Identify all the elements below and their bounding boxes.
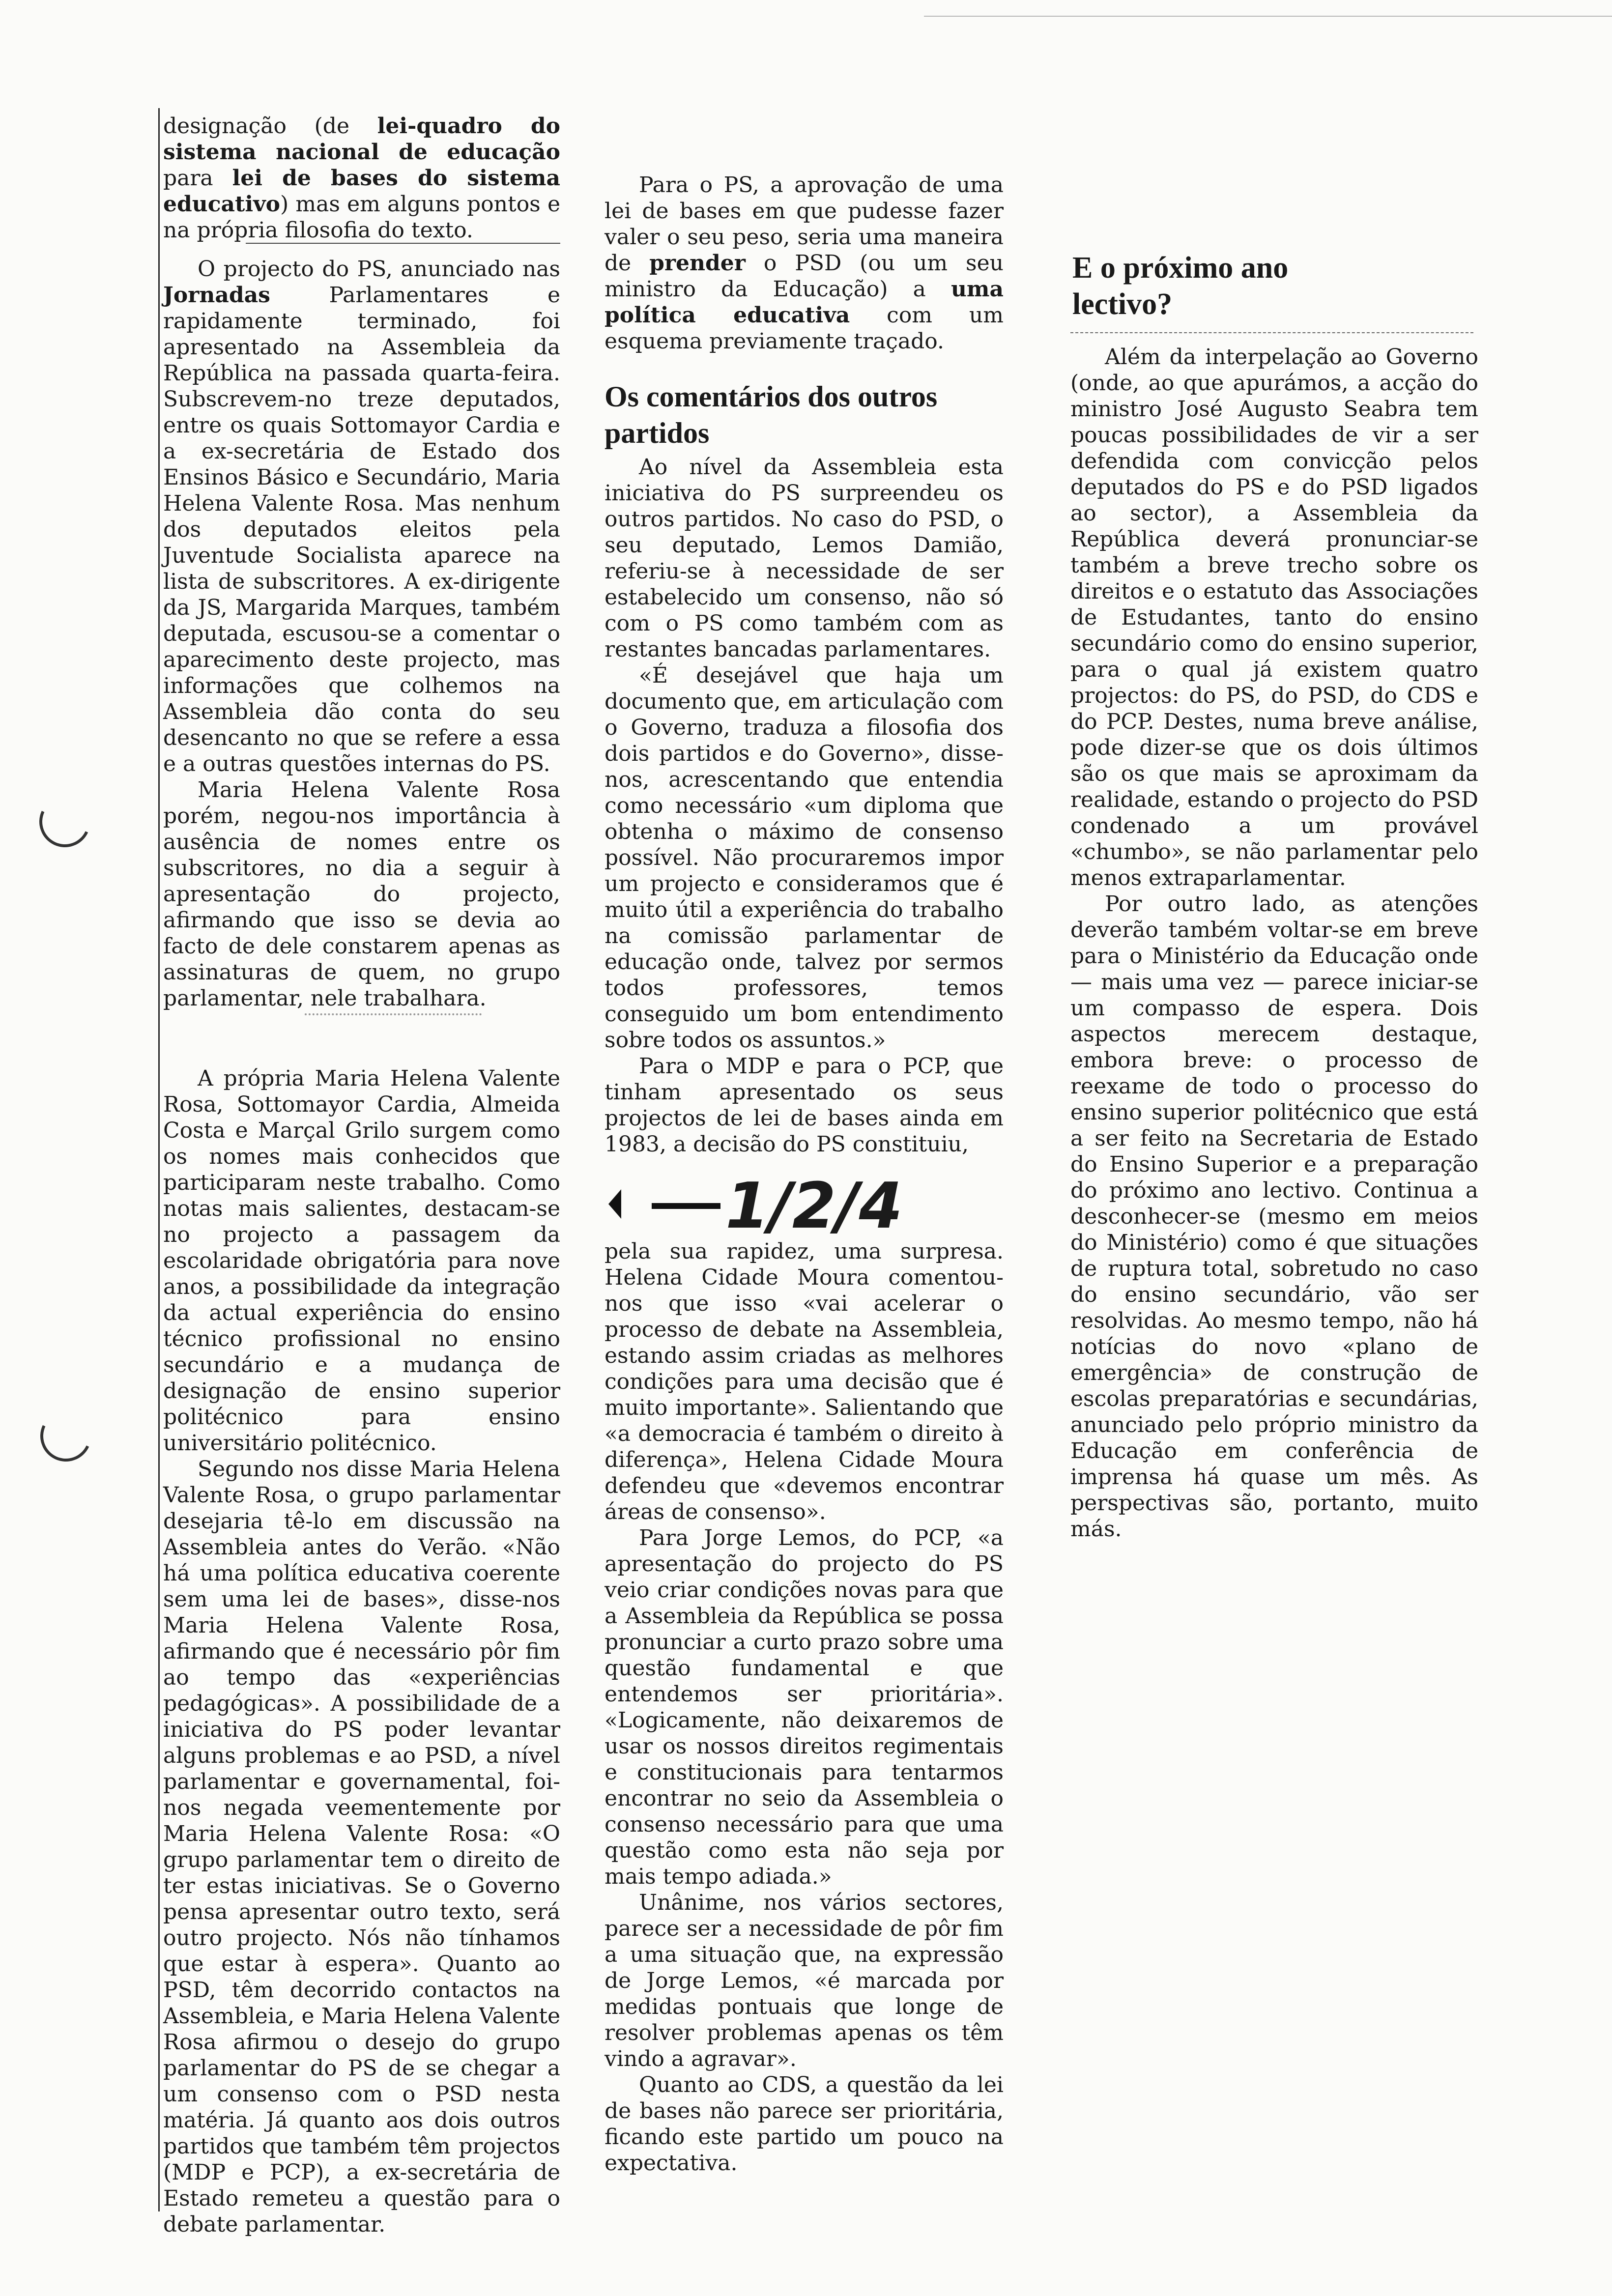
section-heading: E o próximo ano lectivo? [1072,251,1289,321]
col3-paragraph: Além da interpelação ao Governo (onde, ao que apurámos, a acção do ministro José Augusto Seabra tem poucas possibilidades de vir a ser defendida com convicção pelos deputados do PS e do PSD ligados ao sector), a Assembleia da República deverá pronunciar-se também a breve trecho sobre os direitos e o estatuto das Associações de Estudantes, tanto do ensino secundário como do ensino superior, para o qual já existem quatro projectos: do PS, do PSD, do CDS e do PCP. Destes, numa breve análise, pode dizer-se que os dois últimos são os que mais se aproximam da realidade, estando o projecto do PSD condenado a um provável «chumbo», se não parlamentar pelo menos extraparlamentar. [1070,344,1478,890]
section-subheading: Os comentários dos outros partidos [604,380,938,449]
clipping-top-edge [924,16,1612,17]
col2-paragraph: pela sua rapidez, uma surpresa. Helena Cidade Moura comentou-nos que isso «vai acelerar o processo de debate na Assembleia, estando assim criadas as melhores condições para uma decisão que é muito importante». Salientando que «a democracia é também o direito à diferença», Helena Cidade Moura defendeu que «devemos encontrar áreas de consenso». [604,1239,1004,1524]
article-column-2-continued [604,1238,1004,2176]
clipping-left-edge [158,108,160,2211]
separator-dots [305,1013,482,1015]
col1-paragraph: A própria Maria Helena Valente Rosa, Sottomayor Cardia, Almeida Costa e Marçal Grilo surgem como os nomes mais conhecidos que participaram neste trabalho. Como notas mais salientes, destacam-se no projecto a passagem da escolaridade obrigatória para nove anos, a possibilidade da integração da actual experiência do ensino técnico profissional no ensino secundário e a mudança de designação de ensino superior politécnico para ensino universitário politécnico. [163,1066,560,1456]
col1-paragraph: O projecto do PS, anunciado nas Jornadas Parlamentares e rapidamente terminado, foi apresentado na Assembleia da República na passada quarta-feira. Subscrevem-no treze deputados, entre os quais Sottomayor Cardia e a ex-secretária de Estado dos Ensinos Básico e Secundário, Maria Helena Valente Rosa. Mas nenhum dos deputados eleitos pela Juventude Socialista aparece na lista de subscritores. A ex-dirigente da JS, Margarida Marques, também deputada, escusou-se a comentar o aparecimento deste projecto, mas informações que colhemos na Assembleia dão conta do seu desencanto no que se refere a essa e a outras questões internas do PS. [163,257,560,776]
article-column-3 [1070,344,1478,1542]
article-column-1 [163,113,560,2238]
col1-intro-paragraph: designação (de lei-quadro do sistema nacional de educação para lei de bases do sistema educativo) mas em alguns pontos e na própria filosofia do texto. [163,114,560,243]
heading-rule [1070,332,1473,333]
col2-paragraph: Para Jorge Lemos, do PCP, «a apresentação do projecto do PS veio criar condições novas para que a Assembleia da República se possa pronunciar a curto prazo sobre uma questão fundamental e que entendemos ser prioritária». «Logicamente, não deixaremos de usar os nossos direitos regimentais e constitucionais para tentarmos encontrar no seio da Assembleia o consenso necessário para que uma questão como esta não seja por mais tempo adiada.» [604,1525,1004,1889]
separator-rule [246,243,560,244]
col3-paragraph: Por outro lado, as atenções deverão também voltar-se em breve para o Ministério da Educação onde — mais uma vez — parece iniciar-se um compasso de espera. Dois aspectos merecem destaque, embora breve: o processo de reexame de todo o processo do ensino superior politécnico que está a ser feito na Secretaria de Estado do Ensino Superior e a preparação do próximo ano lectivo. Continua a desconhecer-se (mesmo em meios do Ministério) como é que situações de ruptura total, sobretudo no caso do ensino secundário, vão ser resolvidas. Ao mesmo tempo, não há notícias do novo «plano de emergência» de construção de escolas preparatórias e secundárias, anunciado pelo próprio ministro da Educação em conferência de imprensa há quase um mês. As perspectivas são, portanto, muito más. [1070,891,1478,1542]
svg-text:1/2/4: 1/2/4 [725,1170,903,1243]
col2-paragraph: Para o MDP e para o PCP, que tinham apresentado os seus projectos de lei de bases ainda em 1983, a decisão do PS constituiu, [604,1054,1004,1157]
article-column-2 [604,172,1004,354]
col2-paragraph: Ao nível da Assembleia esta iniciativa do PS surpreendeu os outros partidos. No caso do PSD, o seu deputado, Lemos Damião, referiu-se à necessidade de ser estabelecido um consenso, não só com o PS como também com as restantes bancadas parlamentares. [604,455,1004,662]
col1-paragraph: Maria Helena Valente Rosa porém, negou-nos importância à ausência de nomes entre os subscritores, no dia a seguir à apresentação do projecto, afirmando que isso se devia ao facto de dele constarem apenas as assinaturas de quem, no grupo parlamentar, nele trabalhara. [163,777,560,1011]
col2-paragraph: «É desejável que haja um documento que, em articulação com o Governo, traduza a filosofia dos dois partidos e do Governo», disse-nos, acrescentando que entendia como necessário «um diploma que obtenha o máximo de consenso possível. Não procuraremos impor um projecto e consideramos que é muito útil a experiência do trabalho na comissão parlamentar de educação onde, talvez por sermos todos professores, temos conseguido um bom entendimento sobre todos os assuntos.» [604,663,1004,1053]
col2-paragraph: Unânime, nos vários sectores, parece ser a necessidade de pôr fim a uma situação que, na expressão de Jorge Lemos, «é marcada por medidas pontuais que longe de resolver problemas apenas os têm vindo a agravar». [604,1890,1004,2071]
col2-paragraph: Quanto ao CDS, a questão da lei de bases não parece ser prioritária, ficando este partido um pouco na expectativa. [604,2072,1004,2176]
article-column-2-body [604,454,1004,1157]
handwritten-annotation [607,1170,971,1243]
col1-paragraph: Segundo nos disse Maria Helena Valente Rosa, o grupo parlamentar desejaria tê-lo em discussão na Assembleia antes do Verão. «Não há uma política educativa coerente sem uma lei de bases», disse-nos Maria Helena Valente Rosa, afirmando que é necessário pôr fim ao tempo das «experiências pedagógicas». A possibilidade de a iniciativa do PS poder levantar alguns problemas e ao PSD, a nível parlamentar e governamental, foi-nos negada veementemente por Maria Helena Valente Rosa: «O grupo parlamentar tem o direito de ter estas iniciativas. Se o Governo pensa apresentar outro texto, será outro projecto. Nós não tínhamos que estar à espera». Quanto ao PSD, têm decorrido contactos na Assembleia, e Maria Helena Valente Rosa afirmou o desejo do grupo parlamentar do PS de se chegar a um consenso com o PSD nesta matéria. Já quanto aos dois outros partidos que também têm projectos (MDP e PCP), a ex-secretária de Estado remeteu a questão para o debate parlamentar. [163,1457,560,2237]
col2-paragraph: Para o PS, a aprovação de uma lei de bases em que pudesse fazer valer o seu peso, seria uma maneira de prender o PSD (ou um seu ministro da Educação) a uma política educativa com um esquema previamente traçado. [604,172,1004,354]
